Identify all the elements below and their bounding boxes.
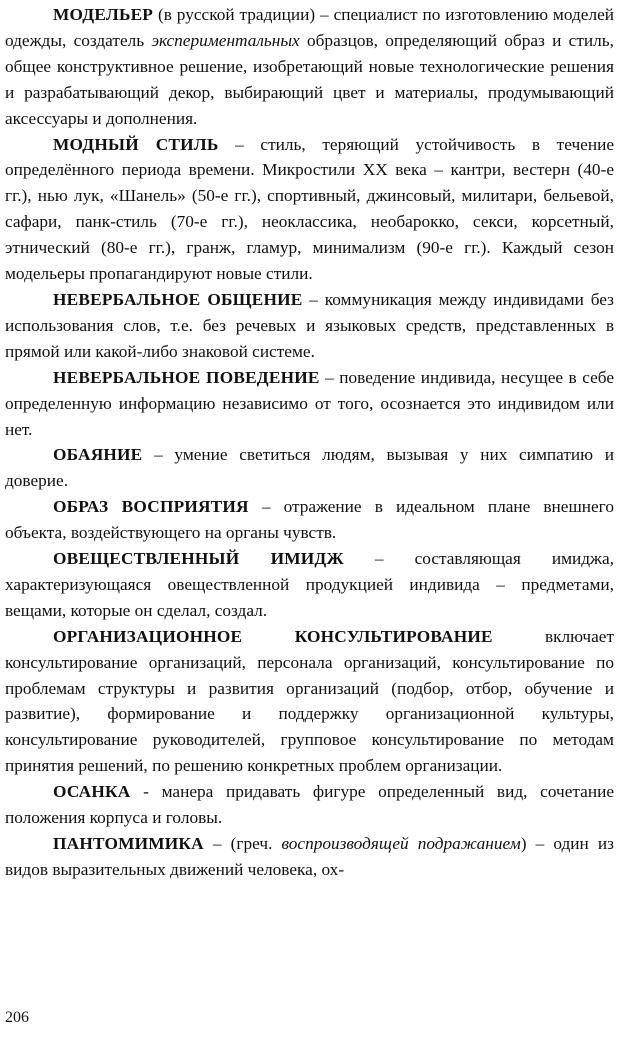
glossary-entry <box>5 494 614 546</box>
glossary-entry <box>5 132 614 287</box>
entry-term: ОВЕЩЕСТВЛЕННЫЙ ИМИДЖ <box>53 549 344 569</box>
glossary-entry <box>5 779 614 831</box>
glossary-entry <box>5 831 614 883</box>
glossary-entries <box>5 2 614 883</box>
entry-term: НЕВЕРБАЛЬНОЕ ОБЩЕНИЕ <box>53 289 303 309</box>
entry-term: ОРГАНИЗАЦИОННОЕ КОНСУЛЬТИРОВАНИЕ <box>53 626 493 646</box>
entry-italic-text: воспроизводящей подражанием <box>281 834 521 853</box>
entry-definition-text: (в русской традиции) – специалист по изготовлению моделей одежды, создатель <box>5 5 614 50</box>
entry-definition-text: – коммуникация между индивидами без использования слов, т.е. без речевых и языковых средств, представленных в прямой или какой-либо знаковой системе. <box>5 289 614 361</box>
glossary-entry <box>5 624 614 779</box>
entry-term: МОДНЫЙ СТИЛЬ <box>53 134 219 154</box>
glossary-entry <box>5 2 614 132</box>
entry-definition-text: – составляющая имиджа, характеризующаяся овеществленной продукцией индивида – предметами, вещами, которые он сделал, создал. <box>5 549 614 620</box>
entry-definition-text: – стиль, теряющий устойчивость в течение определённого периода времени. Микростили XX века – кантри, вестерн (40-е гг.), нью лук, «Шанель» (50-е гг.), спортивный, джинсовый, милитари, бельевой, сафари, панк-стиль (70-е гг.), неоклассика, необарокко, секси, корсетный, этнический (80-е гг.), гранж, гламур, минимализм (90-е гг.). Каждый сезон модельеры пропагандируют новые стили. <box>5 134 615 284</box>
entry-definition-text: образцов, определяющий образ и стиль, общее конструктивное решение, изобретающий новые технологические решения и разрабатывающий декор, выбирающий цвет и материалы, продумывающий аксессуары и дополнения. <box>5 30 614 128</box>
entry-definition-text: – (греч. <box>203 834 282 853</box>
entry-term: ОБРАЗ ВОСПРИЯТИЯ <box>53 497 249 517</box>
glossary-entry <box>5 546 614 624</box>
entry-term: ПАНТОМИМИКА <box>53 834 204 853</box>
entry-definition-text: включает консультирование организаций, персонала организаций, консультирование по проблемам структуры и развития организаций (подбор, отбор, обучение и развитие), формирование и поддержку организационной культуры, консультирование руководителей, групповое консультирование по методам принятия решений, по решению конкретных проблем организации. <box>5 626 614 776</box>
entry-term: МОДЕЛЬЕР <box>53 5 154 24</box>
entry-definition-text: – умение светиться людям, вызывая у них симпатию и доверие. <box>5 445 614 491</box>
glossary-entry <box>5 365 614 443</box>
glossary-entry <box>5 442 614 494</box>
entry-term: ОСАНКА <box>53 782 131 802</box>
entry-definition-text: - манера придавать фигуре определенный вид, сочетание положения корпуса и головы. <box>5 782 614 828</box>
entry-definition-text: ) – один из видов выразительных движений человека, ох- <box>5 834 614 879</box>
glossary-entry <box>5 287 614 365</box>
entry-italic-text: экспериментальных <box>151 30 300 50</box>
entry-definition-text: – поведение индивида, несущее в себе определенную информацию независимо от того, осознается это индивидом или нет. <box>5 367 614 439</box>
page-number: 206 <box>5 1009 29 1026</box>
entry-term: НЕВЕРБАЛЬНОЕ ПОВЕДЕНИЕ <box>53 367 320 387</box>
entry-definition-text: – отражение в идеальном плане внешнего объекта, воздействующего на органы чувств. <box>5 497 614 543</box>
entry-term: ОБАЯНИЕ <box>53 445 143 465</box>
